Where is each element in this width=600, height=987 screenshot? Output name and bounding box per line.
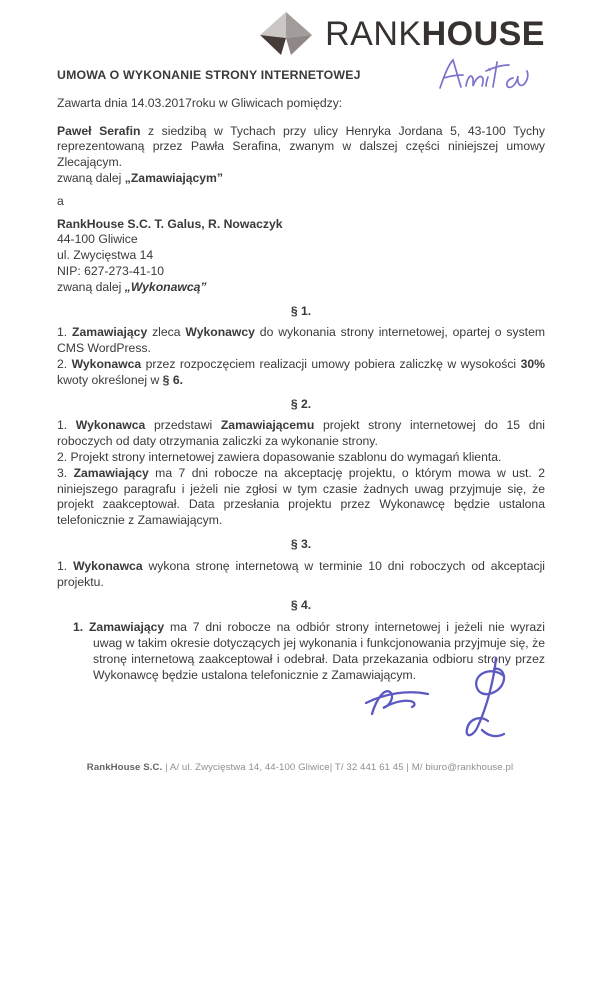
- handwritten-signature: [362, 652, 532, 752]
- logo: [57, 10, 545, 58]
- section-4-paragraph: 1. Zamawiający ma 7 dni robocze na odbiór strony internetowej i jeżeli nie wyrazi uwag w takim okresie dotyczących jej wykonania i funkcjonowania przyjmuje się, że stronę internetową zaakceptował i odebrał. Data przekazania odbioru strony przez Wykonawcę będzie ustalona telefonicznie z Zamawiającym.: [73, 620, 545, 682]
- contractor-street: ul. Zwycięstwa 14: [57, 248, 154, 263]
- section-3-paragraph: 1. Wykonawca wykona stronę internetową w terminie 10 dni roboczych od akceptacji projektu.: [57, 558, 545, 589]
- logo-wordmark: [325, 17, 545, 51]
- contractor-alias: zwaną dalej „Wykonawcą”: [57, 279, 207, 294]
- section-3-heading: § 3.: [290, 536, 312, 551]
- section-2-paragraph: 2. Projekt strony internetowej zawiera dopasowanie szablonu do wymagań klienta.: [57, 449, 502, 464]
- rankhouse-diamond-icon: [258, 11, 314, 57]
- section-1-heading: § 1.: [290, 303, 312, 318]
- intro-line: Zawarta dnia 14.03.2017roku w Gliwicach pomiędzy:: [57, 95, 343, 110]
- contractor-nip: NIP: 627-273-41-10: [57, 263, 165, 278]
- section-2-paragraph: 3. Zamawiający ma 7 dni robocze na akceptację projektu, o którym mowa w ust. 2 niniejszego paragrafu i jeżeli nie zgłosi w tym czasie żadnych uwag przyjmuje się, że projekt zaakceptował. Data przesłania projektu przez Wykonawcę będzie ustalona telefonicznie z Zamawiającym.: [57, 465, 545, 528]
- section-4-heading: § 4.: [290, 598, 312, 613]
- client-description: Paweł Serafin z siedzibą w Tychach przy ulicy Henryka Jordana 5, 43-100 Tychy reprezentowaną przez Pawła Serafina, zwanym w dalszej części niniejszej umowy Zlecającym.: [57, 123, 545, 170]
- client-alias: zwaną dalej „Zamawiającym”: [57, 170, 223, 185]
- section-1-paragraph: 2. Wykonawca przez rozpoczęciem realizacji umowy pobiera zaliczkę w wysokości 30% kwoty określonej w § 6.: [57, 356, 545, 387]
- contractor-city: 44-100 Gliwice: [57, 232, 138, 247]
- section-1: [57, 304, 545, 389]
- contractor-party-block: [57, 217, 545, 296]
- section-2-heading: § 2.: [290, 396, 312, 411]
- party-connector: a: [57, 193, 64, 208]
- contractor-name: RankHouse S.C. T. Galus, R. Nowaczyk: [57, 216, 283, 231]
- client-party-block: [57, 124, 545, 187]
- logo-house: HOUSE: [421, 15, 545, 53]
- section-3: [57, 537, 545, 590]
- page-title: UMOWA O WYKONANIE STRONY INTERNETOWEJ: [57, 68, 361, 82]
- section-1-paragraph: 1. Zamawiający zleca Wykonawcy do wykonania strony internetowej, opartej o system CMS WordPress.: [57, 325, 546, 356]
- section-2-paragraph: 1. Wykonawca przedstawi Zamawiającemu projekt strony internetowej do 15 dni roboczych od daty otrzymania zaliczki za wykonanie strony.: [57, 418, 545, 449]
- footer-contact-line: RankHouse S.C. | A/ ul. Zwycięstwa 14, 44-100 Gliwice| T/ 32 441 61 45 | M/ biuro@rankhouse.pl: [86, 762, 514, 773]
- handwritten-name-annotation: [433, 54, 533, 96]
- section-2: [57, 397, 545, 529]
- logo-rank: RANK: [325, 15, 422, 53]
